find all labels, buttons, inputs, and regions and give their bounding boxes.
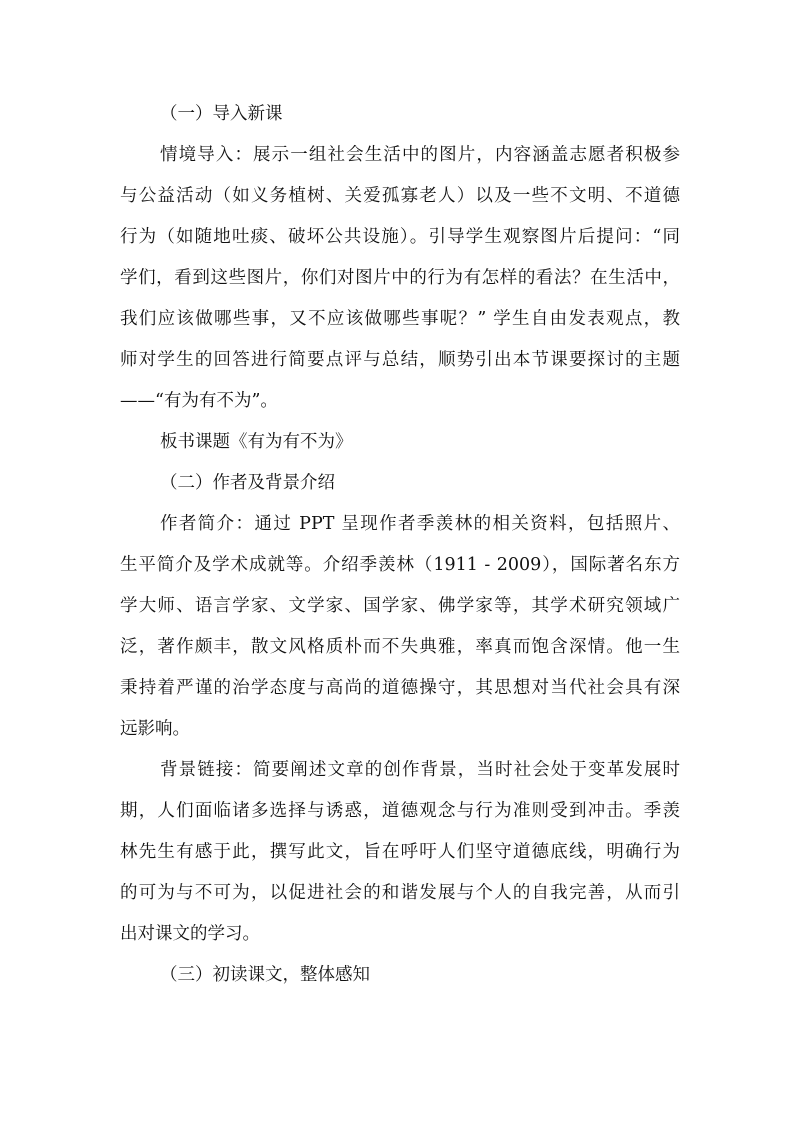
paragraph-line: 出对课文的学习。 [120,924,260,944]
paragraph-line: 学大师、语言学家、文学家、国学家、佛学家等，其学术研究领域广 [120,596,680,616]
paragraph-board-title: 板书课题《有为有不为》 [160,432,353,452]
paragraph-situation-intro [120,135,680,422]
paragraph-line: 师对学生的回答进行简要点评与总结，顺势引出本节课要探讨的主题 [120,350,680,370]
paragraph-line: 秉持着严谨的治学态度与高尚的道德操守，其思想对当代社会具有深 [120,678,680,698]
paragraph-line: 生平简介及学术成就等。介绍季羡林（1911 - 2009），国际著名东方 [120,555,680,575]
paragraph-line: 行为（如随地吐痰、破坏公共设施）。引导学生观察图片后提问：“同 [120,227,680,247]
paragraph-line: 情境导入：展示一组社会生活中的图片，内容涵盖志愿者积极参 [160,145,680,165]
section-heading-import: （一）导入新课 [160,104,283,124]
paragraph-line: 远影响。 [120,719,190,739]
paragraph-line: 的可为与不可为，以促进社会的和谐发展与个人的自我完善，从而引 [120,883,680,903]
paragraph-line: 与公益活动（如义务植树、关爱孤寡老人）以及一些不文明、不道德 [120,186,680,206]
section-heading-author: （二）作者及背景介绍 [160,473,335,493]
paragraph-line: 林先生有感于此，撰写此文，旨在呼吁人们坚守道德底线，明确行为 [120,842,680,862]
document-page [120,94,680,996]
paragraph-author-intro [120,504,680,750]
section-heading-first-reading: （三）初读课文，整体感知 [160,965,370,985]
paragraph-line: 我们应该做哪些事，又不应该做哪些事呢？” 学生自由发表观点，教 [120,309,680,329]
paragraph-line: 作者简介：通过 PPT 呈现作者季羡林的相关资料，包括照片、 [160,514,680,534]
paragraph-line: ——“有为有不为”。 [120,391,278,411]
paragraph-background [120,750,680,955]
paragraph-line: 泛，著作颇丰，散文风格质朴而不失典雅，率真而饱含深情。他一生 [120,637,680,657]
paragraph-line: 期，人们面临诸多选择与诱惑，道德观念与行为准则受到冲击。季羡 [120,801,680,821]
paragraph-line: 学们，看到这些图片，你们对图片中的行为有怎样的看法？在生活中， [120,268,680,288]
paragraph-line: 背景链接：简要阐述文章的创作背景，当时社会处于变革发展时 [160,760,680,780]
